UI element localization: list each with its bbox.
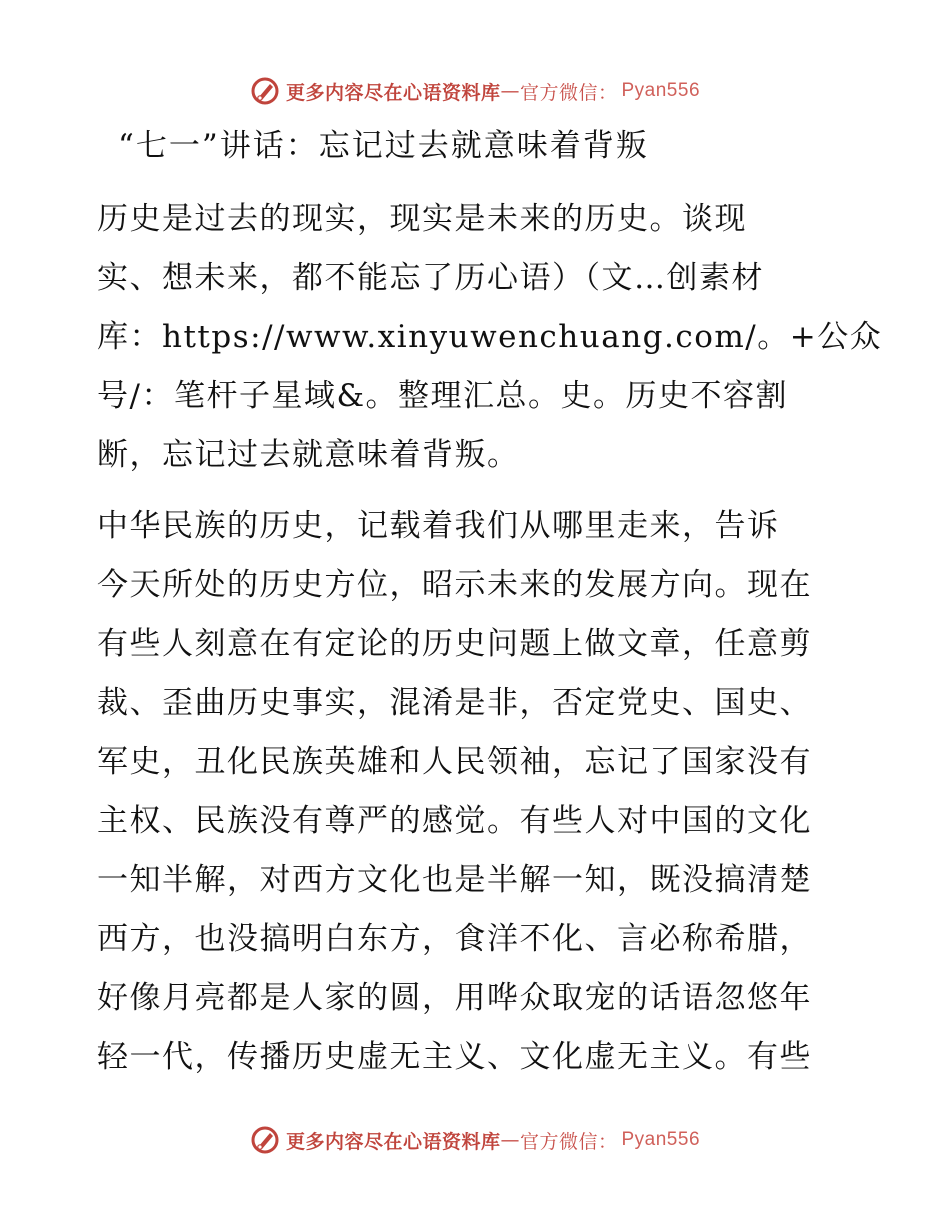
header-watermark	[0, 71, 950, 111]
paragraph-line: 断，忘记过去就意味着背叛。	[97, 437, 520, 473]
paragraph-1	[97, 190, 883, 485]
paragraph-line: 历史是过去的现实，现实是未来的历史。谈现	[97, 201, 747, 237]
paragraph-line: 好像月亮都是人家的圆，用哗众取宠的话语忽悠年	[97, 980, 812, 1016]
paragraph-line: 中华民族的历史，记载着我们从哪里走来，告诉	[97, 508, 780, 544]
paragraph-2	[97, 497, 857, 1087]
watermark-wechat-id: Pyan556	[621, 1129, 701, 1150]
paragraph-line: 一知半解，对西方文化也是半解一知，既没搞清楚	[97, 862, 812, 898]
paragraph-line: 西方，也没搞明白东方，食洋不化、言必称希腊，	[97, 921, 812, 957]
watermark-separator: —	[500, 1129, 520, 1151]
paragraph-line: 有些人刻意在有定论的历史问题上做文章，任意剪	[97, 626, 812, 662]
paragraph-line: 主权、民族没有尊严的感觉。有些人对中国的文化	[97, 803, 812, 839]
pen-logo-icon	[250, 1125, 280, 1155]
paragraph-line: 轻一代，传播历史虚无主义、文化虚无主义。有些	[97, 1039, 812, 1075]
paragraph-line: 号/：笔杆子星域&。整理汇总。史。历史不容割	[97, 378, 789, 414]
paragraph-line: 裁、歪曲历史事实，混淆是非，否定党史、国史、	[97, 685, 812, 721]
watermark-wechat-id: Pyan556	[621, 80, 701, 101]
watermark-wechat-label: 官方微信：	[519, 81, 618, 104]
pen-logo-icon	[250, 76, 280, 106]
paragraph-line: 今天所处的历史方位，昭示未来的发展方向。现在	[97, 567, 812, 603]
paragraph-line: 实、想未来，都不能忘了历心语）（文…创素材	[97, 260, 764, 296]
paragraph-line: 军史，丑化民族英雄和人民领袖，忘记了国家没有	[97, 744, 812, 780]
watermark-separator: —	[500, 80, 520, 102]
watermark-brand: 更多内容尽在心语资料库	[285, 81, 501, 104]
document-title: “七一”讲话：忘记过去就意味着背叛	[118, 128, 649, 164]
watermark-wechat-label: 官方微信：	[519, 1130, 618, 1153]
watermark-brand: 更多内容尽在心语资料库	[285, 1130, 501, 1153]
paragraph-line: 库：https://www.xinyuwenchuang.com/。+公众	[97, 319, 883, 355]
footer-watermark	[0, 1120, 950, 1160]
